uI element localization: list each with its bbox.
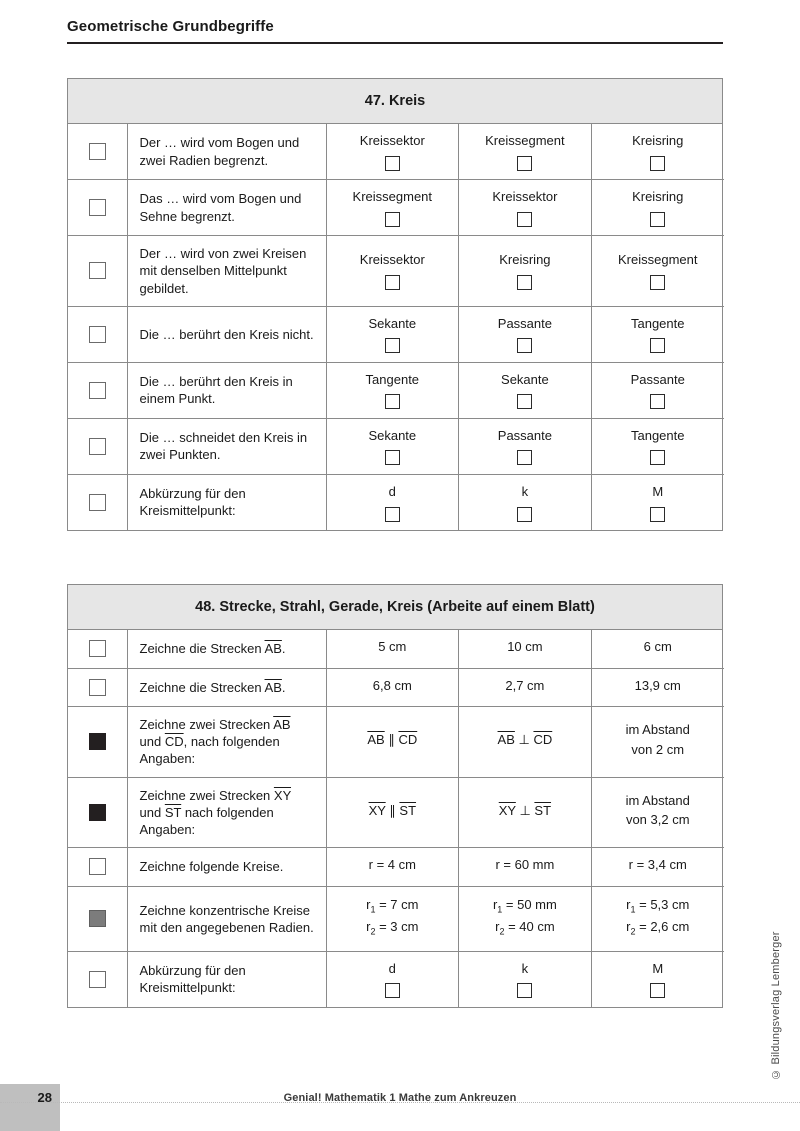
option-label: $r_1 = 5,3$ cm $r_2 = 2,6$ cm [626,896,690,937]
checkbox-icon[interactable] [89,858,106,875]
option-label: Sekante [501,371,549,387]
row-mark-cell[interactable] [68,707,127,777]
option-label: M [652,960,664,976]
option-checkbox-wrap [331,448,455,466]
option-cell[interactable] [591,707,724,777]
task-text: Die … berührt den Kreis nicht. [127,306,326,362]
option-cell[interactable] [591,951,724,1007]
option-checkbox-icon[interactable] [385,507,400,522]
option-cell[interactable] [459,707,592,777]
option-cell[interactable] [326,180,459,236]
option-label: 6,8 cm [372,677,412,693]
checkbox-icon[interactable] [89,326,106,343]
option-label: Kreisring [632,189,684,205]
table-row [68,236,724,306]
table-row [68,707,724,777]
option-cell[interactable] [591,777,724,847]
option-label: Sekante [368,315,417,331]
exercise-47-heading: 47. Kreis [68,79,722,124]
option-checkbox-icon[interactable] [517,394,532,409]
option-cell[interactable] [459,236,592,306]
option-checkbox-wrap [331,392,455,410]
task-text: Der … wird von zwei Kreisen mit denselben Mittelpunkt gebildet. [127,236,326,306]
option-label: Kreissegment [617,252,698,268]
option-cell[interactable] [459,124,592,180]
option-cell[interactable] [326,668,459,707]
option-cell[interactable] [326,777,459,847]
option-checkbox-icon[interactable] [517,338,532,353]
checkbox-icon[interactable] [89,733,106,750]
option-cell[interactable] [459,777,592,847]
option-label: k [521,960,529,976]
row-mark-cell[interactable] [68,777,127,847]
option-label: d [388,960,396,976]
checkbox-icon[interactable] [89,679,106,696]
option-cell[interactable] [326,848,459,887]
option-label: Kreissegment [485,133,565,148]
row-mark-cell[interactable] [68,362,127,418]
option-cell[interactable] [591,630,724,668]
option-checkbox-wrap [596,273,720,291]
option-checkbox-icon[interactable] [517,507,532,522]
option-checkbox-icon[interactable] [650,212,665,227]
option-label: im Abstand von 2 cm [625,722,690,757]
option-cell[interactable] [459,951,592,1007]
task-text: Zeichne die Strecken $\overline{AB}$. [127,630,326,668]
exercise-48-rows [68,630,724,1007]
option-label: Tangente [365,371,420,387]
option-checkbox-icon[interactable] [650,450,665,465]
option-checkbox-icon[interactable] [385,450,400,465]
table-row [68,630,724,668]
option-checkbox-icon[interactable] [650,338,665,353]
option-cell[interactable] [326,362,459,418]
option-cell[interactable] [591,180,724,236]
option-label: Kreissektor [359,252,425,268]
option-label: $\overline{AB}$ ∥ $\overline{CD}$ [367,732,418,748]
option-checkbox-wrap [463,273,587,291]
option-label: $r_1 = 50$ mm $r_2 = 40$ cm [492,896,557,937]
option-label: Kreissektor [359,133,425,148]
table-row [68,306,724,362]
checkbox-icon[interactable] [89,143,106,160]
option-cell[interactable] [326,418,459,474]
option-checkbox-wrap [463,392,587,410]
table-row [68,124,724,180]
option-checkbox-wrap [331,273,455,291]
option-checkbox-wrap [331,210,455,228]
table-row [68,180,724,236]
task-text: Der … wird vom Bogen und zwei Radien begrenzt. [127,124,326,180]
option-cell[interactable] [459,886,592,951]
option-checkbox-icon[interactable] [650,983,665,998]
option-cell[interactable] [459,306,592,362]
checkbox-icon[interactable] [89,640,106,657]
table-row [68,418,724,474]
option-label: Tangente [630,427,685,443]
option-cell[interactable] [326,886,459,951]
option-cell[interactable] [459,418,592,474]
option-cell[interactable] [459,362,592,418]
page-title: Geometrische Grundbegriffe [67,18,274,35]
option-checkbox-icon[interactable] [517,983,532,998]
checkbox-icon[interactable] [89,199,106,216]
option-checkbox-icon[interactable] [385,275,400,290]
header-divider [67,42,723,44]
row-mark-cell[interactable] [68,630,127,668]
option-cell[interactable] [591,124,724,180]
table-row [68,777,724,847]
option-cell[interactable] [326,630,459,668]
exercise-48-heading: 48. Strecke, Strahl, Gerade, Kreis (Arbeite auf einem Blatt) [68,585,722,630]
row-mark-cell[interactable] [68,418,127,474]
option-cell[interactable] [591,236,724,306]
option-label: Kreissektor [492,189,558,205]
row-mark-cell[interactable] [68,886,127,951]
option-cell[interactable] [459,668,592,707]
task-text: Die … berührt den Kreis in einem Punkt. [127,362,326,418]
option-cell[interactable] [326,707,459,777]
checkbox-icon[interactable] [89,382,106,399]
option-label: d [388,483,396,499]
option-cell[interactable] [459,180,592,236]
row-mark-cell[interactable] [68,124,127,180]
option-checkbox-wrap [463,448,587,466]
table-row [68,668,724,707]
option-checkbox-icon[interactable] [385,338,400,353]
task-text: Abkürzung für den Kreismittelpunkt: [127,474,326,530]
option-checkbox-wrap [596,210,720,228]
option-checkbox-icon[interactable] [385,394,400,409]
task-text: Abkürzung für den Kreismittelpunkt: [127,951,326,1007]
option-checkbox-icon[interactable] [385,983,400,998]
option-label: Tangente [630,315,685,331]
option-label: $\overline{AB}$ ⊥ $\overline{CD}$ [497,732,553,748]
row-mark-cell[interactable] [68,306,127,362]
option-label: $\overline{XY}$ ⊥ $\overline{ST}$ [498,802,552,818]
page-header [67,18,723,44]
option-cell[interactable] [591,886,724,951]
option-cell[interactable] [591,848,724,887]
row-mark-cell[interactable] [68,848,127,887]
option-label: r = 60 mm [495,857,555,873]
option-label: Kreisring [499,252,551,268]
option-checkbox-wrap [463,210,587,228]
option-cell[interactable] [591,362,724,418]
task-text: Zeichne zwei Strecken $\overline{AB}$ und $\overline{CD}$, nach folgenden Angaben: [127,707,326,777]
exercise-block-47 [67,78,723,531]
option-checkbox-wrap [331,154,455,172]
option-label: 5 cm [378,639,407,654]
option-checkbox-wrap [463,336,587,354]
option-checkbox-wrap [596,504,720,522]
option-label: Kreissegment [352,189,433,205]
table-row [68,951,724,1007]
table-row [68,474,724,530]
publisher-credit: © Bildungsverlag Lemberger [770,931,782,1080]
option-cell[interactable] [326,951,459,1007]
task-text: Zeichne die Strecken $\overline{AB}$. [127,668,326,707]
option-cell[interactable] [591,668,724,707]
option-checkbox-wrap [331,504,455,522]
option-checkbox-icon[interactable] [517,275,532,290]
row-mark-cell[interactable] [68,180,127,236]
option-checkbox-wrap [596,448,720,466]
option-checkbox-wrap [463,154,587,172]
row-mark-cell[interactable] [68,951,127,1007]
option-checkbox-wrap [331,336,455,354]
option-cell[interactable] [459,630,592,668]
footer-text: Genial! Mathematik 1 Mathe zum Ankreuzen [283,1092,517,1104]
option-label: Passante [497,315,552,331]
option-label: Passante [497,427,552,443]
row-mark-cell[interactable] [68,236,127,306]
option-label: Passante [630,371,685,387]
option-cell[interactable] [591,418,724,474]
option-label: 10 cm [507,639,543,654]
checkbox-icon[interactable] [89,910,106,927]
option-label: $\overline{XY}$ ∥ $\overline{ST}$ [368,802,417,818]
option-checkbox-icon[interactable] [650,275,665,290]
option-checkbox-icon[interactable] [650,507,665,522]
option-label: 6 cm [643,639,672,654]
table-row [68,886,724,951]
option-cell[interactable] [459,848,592,887]
task-text: Die … schneidet den Kreis in zwei Punkten. [127,418,326,474]
task-text: Zeichne folgende Kreise. [127,848,326,887]
option-cell[interactable] [326,236,459,306]
table-row [68,848,724,887]
option-cell[interactable] [459,474,592,530]
checkbox-icon[interactable] [89,494,106,511]
option-label: k [521,483,529,499]
option-checkbox-icon[interactable] [517,450,532,465]
option-cell[interactable] [591,474,724,530]
option-checkbox-icon[interactable] [517,156,532,171]
table-row [68,362,724,418]
option-label: r = 3,4 cm [628,857,687,873]
checkbox-icon[interactable] [89,262,106,279]
option-checkbox-wrap [463,504,587,522]
exercise-block-48 [67,584,723,1008]
exercise-48-table [68,630,724,1007]
option-checkbox-wrap [596,154,720,172]
option-checkbox-icon[interactable] [517,212,532,227]
option-cell[interactable] [326,306,459,362]
option-label: 2,7 cm [505,677,545,693]
option-label: M [652,483,664,499]
option-checkbox-icon[interactable] [650,156,665,171]
checkbox-icon[interactable] [89,438,106,455]
row-mark-cell[interactable] [68,474,127,530]
task-text: Zeichne konzentrische Kreise mit den angegebenen Radien. [127,886,326,951]
option-label: Sekante [368,427,417,443]
exercise-47-table [68,124,724,530]
option-label: im Abstand von 3,2 cm [625,792,690,828]
option-checkbox-wrap [331,981,455,999]
option-checkbox-wrap [596,981,720,999]
option-cell[interactable] [326,474,459,530]
task-text: Zeichne zwei Strecken $\overline{XY}$ und $\overline{ST}$ nach folgenden Angaben: [127,777,326,847]
task-text: Das … wird vom Bogen und Sehne begrenzt. [127,180,326,236]
option-checkbox-wrap [463,981,587,999]
checkbox-icon[interactable] [89,971,106,988]
page-number: 28 [37,1090,52,1105]
option-checkbox-wrap [596,392,720,410]
option-checkbox-wrap [596,336,720,354]
option-label: $r_1 = 7$ cm $r_2 = 3$ cm [366,896,419,937]
option-checkbox-icon[interactable] [385,212,400,227]
option-checkbox-icon[interactable] [385,156,400,171]
option-checkbox-icon[interactable] [650,394,665,409]
option-label: 13,9 cm [634,677,681,693]
exercise-47-rows [68,124,724,530]
option-cell[interactable] [326,124,459,180]
checkbox-icon[interactable] [89,804,106,821]
option-label: Kreisring [632,133,684,148]
option-label: r = 4 cm [368,857,416,873]
row-mark-cell[interactable] [68,668,127,707]
option-cell[interactable] [591,306,724,362]
